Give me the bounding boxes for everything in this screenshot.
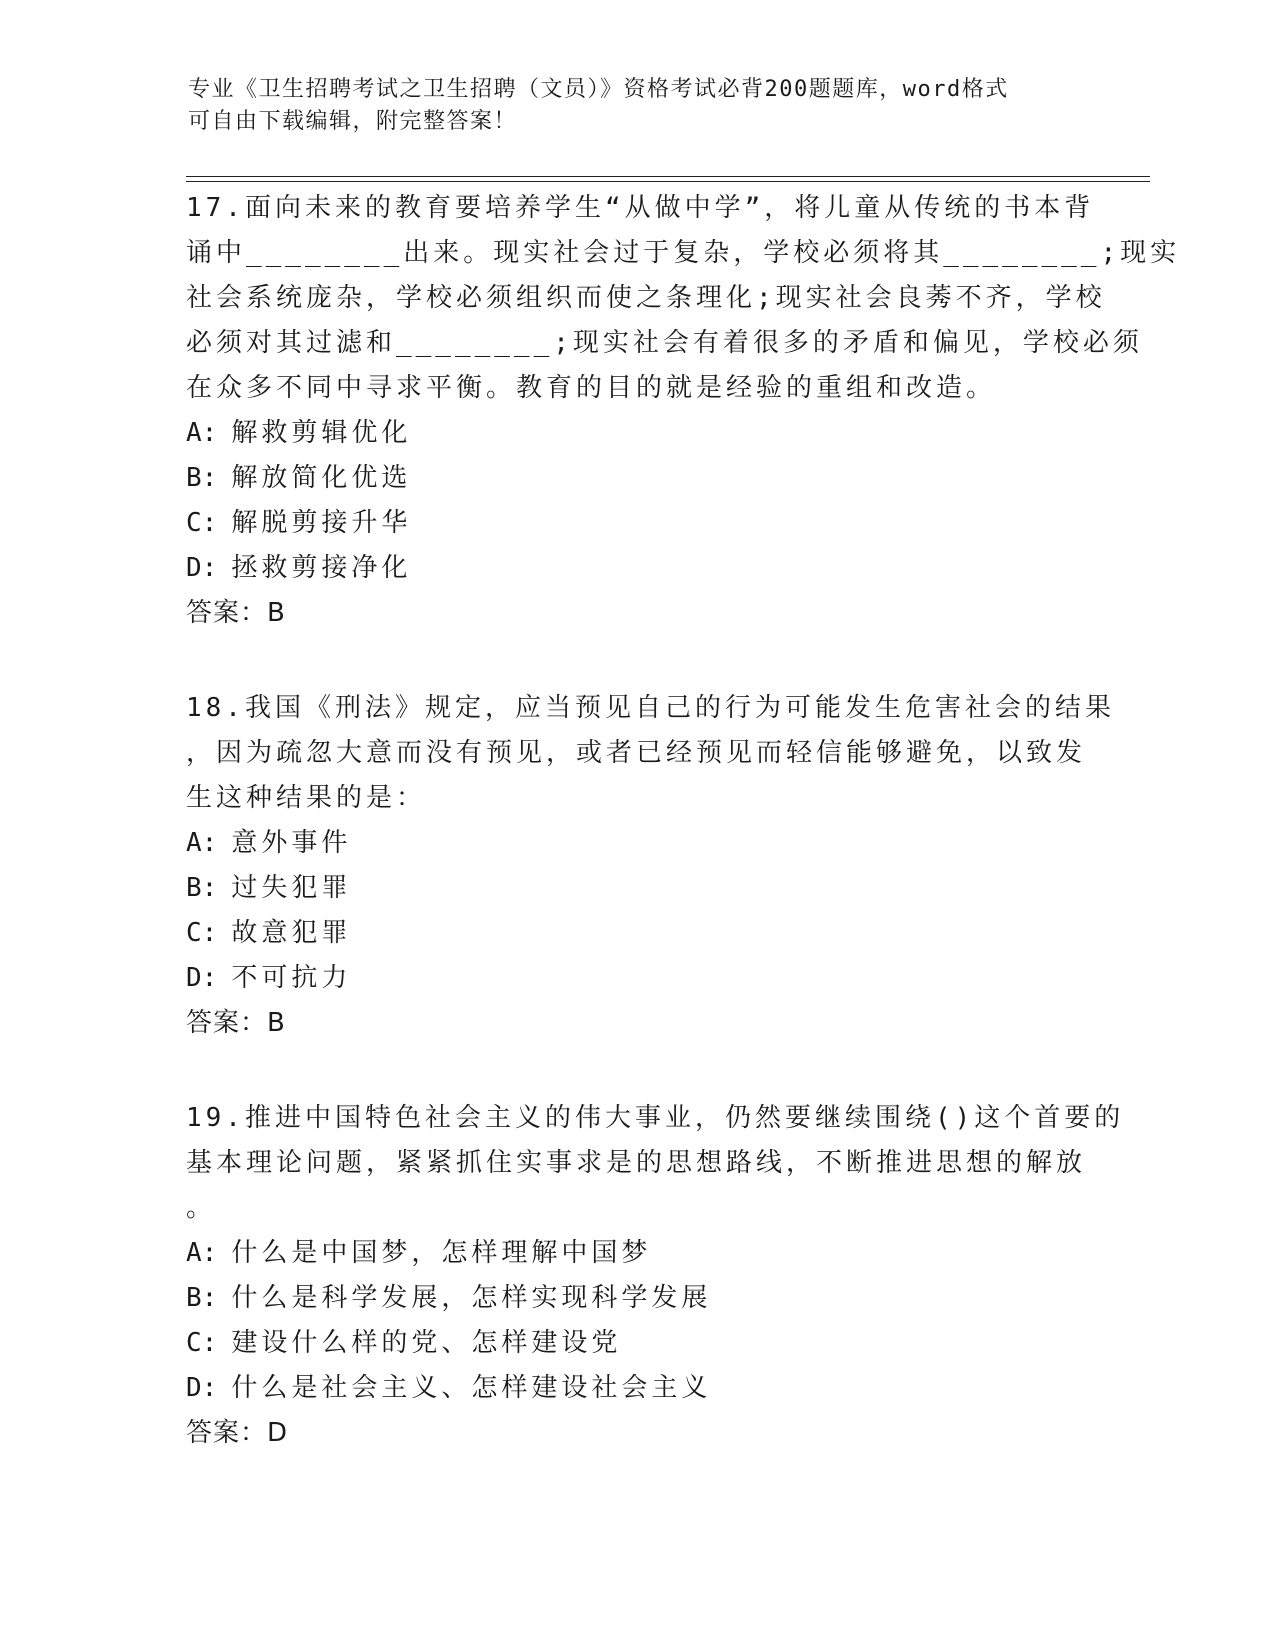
question-19 bbox=[186, 1096, 1125, 1456]
option-letter: C: bbox=[186, 508, 218, 538]
document-header bbox=[188, 74, 1068, 138]
answer-line: 答案：B bbox=[186, 1008, 286, 1038]
question-stem-line: 诵中________出来。现实社会过于复杂，学校必须将其________;现实 bbox=[186, 238, 1181, 268]
option-a bbox=[186, 1231, 1086, 1276]
question-stem-line: 在众多不同中寻求平衡。教育的目的就是经验的重组和改造。 bbox=[186, 373, 997, 403]
option-a bbox=[186, 411, 1086, 456]
question-stem-line: 生这种结果的是： bbox=[186, 783, 427, 813]
option-text: 拯救剪接净化 bbox=[231, 553, 412, 583]
option-letter: A: bbox=[186, 1238, 218, 1268]
option-text: 故意犯罪 bbox=[231, 918, 352, 948]
header-title-line-2: 可自由下载编辑，附完整答案！ bbox=[188, 109, 518, 134]
question-stem-line: 17.面向未来的教育要培养学生“从做中学”，将儿童从传统的书本背 bbox=[186, 193, 1095, 223]
option-text: 解脱剪接升华 bbox=[231, 508, 412, 538]
answer-line: 答案：D bbox=[186, 1418, 289, 1448]
option-c bbox=[186, 501, 1086, 546]
option-text: 什么是中国梦，怎样理解中国梦 bbox=[231, 1238, 652, 1268]
option-text: 什么是社会主义、怎样建设社会主义 bbox=[231, 1373, 712, 1403]
option-d bbox=[186, 546, 1086, 591]
option-c bbox=[186, 1321, 1086, 1366]
option-letter: C: bbox=[186, 1328, 218, 1358]
option-text: 过失犯罪 bbox=[231, 873, 352, 903]
question-stem-line: 。 bbox=[186, 1193, 217, 1223]
option-text: 意外事件 bbox=[231, 828, 352, 858]
option-letter: D: bbox=[186, 1373, 218, 1403]
header-divider-top bbox=[186, 176, 1150, 177]
option-b bbox=[186, 1276, 1086, 1321]
option-d bbox=[186, 1366, 1086, 1411]
question-stem-line: 必须对其过滤和________;现实社会有着很多的矛盾和偏见，学校必须 bbox=[186, 328, 1143, 358]
option-text: 解放简化优选 bbox=[231, 463, 412, 493]
option-letter: B: bbox=[186, 1283, 218, 1313]
question-stem-line: 18.我国《刑法》规定，应当预见自己的行为可能发生危害社会的结果 bbox=[186, 693, 1115, 723]
answer-line: 答案：B bbox=[186, 598, 286, 628]
option-d bbox=[186, 956, 1086, 1001]
option-letter: A: bbox=[186, 828, 218, 858]
header-title-line-1: 专业《卫生招聘考试之卫生招聘（文员）》资格考试必背200题题库，word格式 bbox=[188, 77, 1009, 102]
option-letter: B: bbox=[186, 873, 218, 903]
header-divider-bottom bbox=[186, 181, 1150, 182]
question-stem-line: 社会系统庞杂，学校必须组织而使之条理化;现实社会良莠不齐，学校 bbox=[186, 283, 1106, 313]
option-text: 什么是科学发展，怎样实现科学发展 bbox=[231, 1283, 712, 1313]
option-text: 不可抗力 bbox=[231, 963, 352, 993]
question-stem-line: 基本理论问题，紧紧抓住实事求是的思想路线，不断推进思想的解放 bbox=[186, 1148, 1087, 1178]
option-text: 建设什么样的党、怎样建设党 bbox=[231, 1328, 622, 1358]
question-stem-line: 19.推进中国特色社会主义的伟大事业，仍然要继续围绕()这个首要的 bbox=[186, 1103, 1125, 1133]
option-text: 解救剪辑优化 bbox=[231, 418, 412, 448]
option-a bbox=[186, 821, 1086, 866]
option-letter: C: bbox=[186, 918, 218, 948]
option-b bbox=[186, 456, 1086, 501]
option-letter: D: bbox=[186, 963, 218, 993]
option-letter: A: bbox=[186, 418, 218, 448]
option-b bbox=[186, 866, 1086, 911]
question-17 bbox=[186, 186, 1181, 636]
option-letter: D: bbox=[186, 553, 218, 583]
question-18 bbox=[186, 686, 1115, 1046]
option-letter: B: bbox=[186, 463, 218, 493]
option-c bbox=[186, 911, 1086, 956]
question-stem-line: ，因为疏忽大意而没有预见，或者已经预见而轻信能够避免，以致发 bbox=[186, 738, 1087, 768]
